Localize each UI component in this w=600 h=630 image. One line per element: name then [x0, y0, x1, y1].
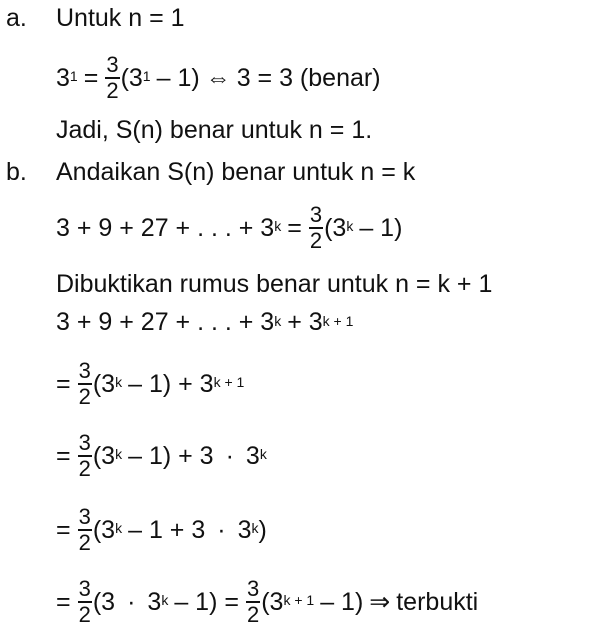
- fraction: $\frac{3}{2}$: [78, 358, 91, 409]
- sum-expression: 3 + 9 + 27 + . . . + 3 $^k$ + 3 $^{k + 1}$: [56, 308, 354, 336]
- fraction: $\frac{3}{2}$: [106, 52, 119, 103]
- part-b-heading: Andaikan S(n) benar untuk n = k: [56, 158, 416, 186]
- step-2: = $\frac{3}{2}$ (3 $^k$ – 1) + 3 · 3 $^k$: [56, 430, 267, 481]
- part-a-equation: 3 $^1$ = $\frac{3}{2}$ (3 $^1$ – 1) ⇔ 3 = 3 (benar): [56, 52, 381, 103]
- part-a-conclusion: Jadi, S(n) benar untuk n = 1.: [56, 116, 373, 144]
- conclusion-text: terbukti: [396, 587, 479, 616]
- equals-sign: =: [83, 63, 99, 92]
- prove-text: Dibuktikan rumus benar untuk n = k + 1: [56, 270, 493, 298]
- step-1: = $\frac{3}{2}$ (3 $^k$ – 1) + 3 $^{k + 1}$: [56, 358, 245, 409]
- part-b-assumption: 3 + 9 + 27 + . . . + 3 $^k$ = $\frac{3}{2}$ (3 $^k$ – 1): [56, 202, 403, 253]
- fraction: $\frac{3}{2}$: [309, 202, 323, 253]
- part-b-label: b.: [6, 158, 27, 186]
- fraction-2: $\frac{3}{2}$: [246, 576, 260, 627]
- base: 3: [56, 63, 70, 92]
- fraction: $\frac{3}{2}$: [78, 504, 91, 555]
- fraction: $\frac{3}{2}$: [78, 430, 91, 481]
- exponent: 1: [69, 68, 78, 84]
- fraction: $\frac{3}{2}$: [78, 576, 91, 627]
- step-4: = $\frac{3}{2}$ (3 · 3 $^k$ – 1) = $\frac{3}{2}$ (3 $^{k + 1}$ – 1) ⇒ terbukti: [56, 576, 479, 627]
- step-3: = $\frac{3}{2}$ (3 $^k$ – 1 + 3 · 3 $^k$ ): [56, 504, 267, 555]
- iff-symbol: ⇔: [205, 63, 231, 92]
- paren-rest: – 1): [156, 63, 200, 92]
- part-a-heading: Untuk n = 1: [56, 4, 185, 32]
- rhs-text: 3 = 3 (benar): [236, 63, 381, 92]
- implies-symbol: ⇒: [369, 587, 391, 616]
- paren-open: (3: [120, 63, 143, 92]
- part-a-label: a.: [6, 4, 27, 32]
